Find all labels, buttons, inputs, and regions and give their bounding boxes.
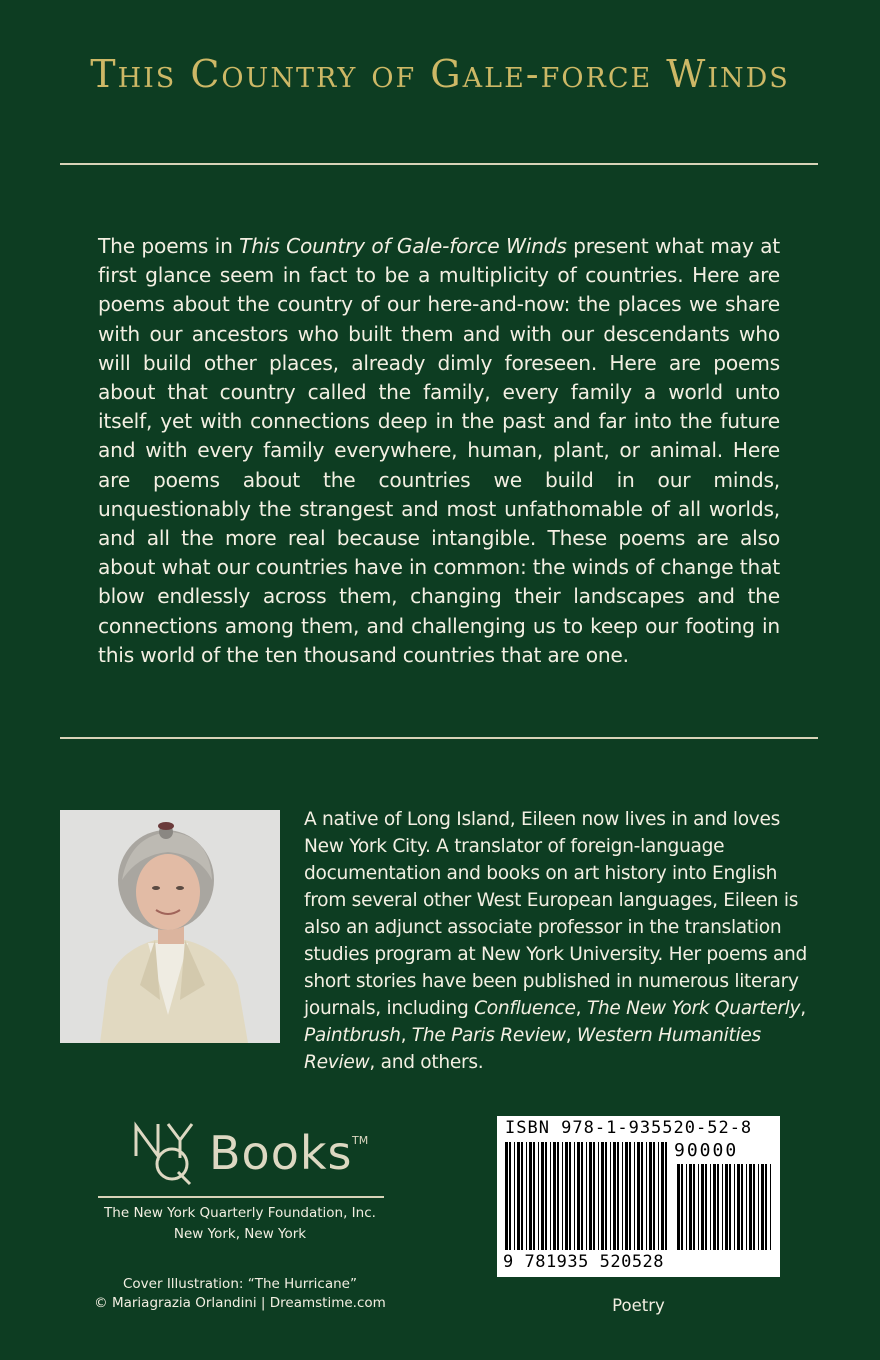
author-photo	[60, 810, 280, 1043]
barcode-bar	[653, 1142, 655, 1250]
barcode-bar	[565, 1142, 568, 1250]
barcode-bar	[526, 1142, 527, 1250]
barcode-bar	[529, 1142, 532, 1250]
barcode-bar	[665, 1142, 667, 1250]
book-description	[98, 232, 780, 670]
barcode-bar	[521, 1142, 523, 1250]
barcode-bar	[770, 1164, 771, 1250]
trademark-symbol: TM	[352, 1134, 369, 1147]
middle-divider	[60, 737, 818, 739]
barcode-bar	[634, 1142, 635, 1250]
barcode-bar	[749, 1164, 752, 1250]
barcode-bar	[538, 1142, 539, 1250]
barcode-bar	[545, 1142, 547, 1250]
barcode-bar	[658, 1142, 659, 1250]
author-bio	[304, 806, 816, 1076]
barcode-bar	[637, 1142, 640, 1250]
logo-books-word: Books	[209, 1126, 353, 1180]
barcode-bar	[577, 1142, 580, 1250]
barcode-bar	[649, 1142, 652, 1250]
separator: ,	[800, 998, 806, 1019]
barcode-bar	[753, 1164, 755, 1250]
cover-credit	[0, 1275, 480, 1313]
barcode-bar	[646, 1142, 647, 1250]
barcode-bar	[761, 1164, 764, 1250]
barcode-bar	[701, 1164, 704, 1250]
barcode-bar	[713, 1164, 716, 1250]
bio-ending: , and others.	[369, 1052, 484, 1073]
cover-illustration-line: Cover Illustration: “The Hurricane”	[123, 1276, 357, 1292]
barcode-bar	[509, 1142, 511, 1250]
price-addon-number: 90000	[674, 1140, 739, 1161]
barcode-bar	[629, 1142, 631, 1250]
isbn-barcode	[497, 1116, 780, 1277]
barcode-bar	[610, 1142, 611, 1250]
barcode-bar	[729, 1164, 731, 1250]
book-title: This Country of Gale-force Winds	[90, 52, 790, 96]
barcode-bar	[617, 1142, 619, 1250]
barcode-bar	[550, 1142, 551, 1250]
barcode-bar	[514, 1142, 515, 1250]
separator: ,	[400, 1025, 412, 1046]
barcode-bar	[625, 1142, 628, 1250]
barcode-bar	[601, 1142, 604, 1250]
barcode-bar	[533, 1142, 535, 1250]
barcode-bar	[641, 1142, 643, 1250]
description-title-italic: This Country of Gale-force Winds	[239, 234, 567, 258]
journal-title: Confluence	[474, 998, 576, 1019]
journal-title: The Paris Review	[411, 1025, 566, 1046]
barcode-bar	[705, 1164, 707, 1250]
copyright-line: © Mariagrazia Orlandini | Dreamstime.com	[94, 1295, 386, 1311]
barcode-bar	[661, 1142, 664, 1250]
barcode-bar	[765, 1164, 767, 1250]
barcode-bar	[710, 1164, 711, 1250]
barcode-bar	[717, 1164, 719, 1250]
journal-title: Paintbrush	[304, 1025, 401, 1046]
separator: ,	[575, 998, 587, 1019]
barcode-bar	[722, 1164, 723, 1250]
barcode-bar	[574, 1142, 575, 1250]
barcode-bar	[741, 1164, 743, 1250]
barcode-bar	[686, 1164, 687, 1250]
journal-title: The New York Quarterly	[586, 998, 801, 1019]
description-body: present what may at first glance seem in fact to be a multiplicity of countries. Here are poems about the country of our here-and-now: the places we share with our ancestors who built them and with our descendants who will build other places, already dimly foreseen. Here are poems about that country called the family, every family a world unto itself, yet with connections deep in the past and far into the future and with every family everywhere, human, plant, or animal. Here are poems about the countries we build in our minds, unquestionably the strangest and most unfathomable of all worlds, and all the more real because intangible. These poems are also about what our countries have in common: the winds of change that blow endlessly across them, changing their landscapes and the connections among them, and challenging us to keep our footing in this world of the ten thousand countries that are one.	[98, 234, 780, 667]
barcode-bar	[505, 1142, 508, 1250]
barcode-bar	[689, 1164, 692, 1250]
barcode-bar	[746, 1164, 747, 1250]
publisher-city: New York, New York	[173, 1226, 307, 1242]
barcode-bar	[677, 1164, 680, 1250]
barcode-bar	[613, 1142, 616, 1250]
barcode-bar	[593, 1142, 595, 1250]
barcode-bar	[569, 1142, 571, 1250]
separator: ,	[565, 1025, 577, 1046]
journal-title: Western Humanities Review	[304, 1025, 761, 1073]
bio-text: A native of Long Island, Eileen now lives in and loves New York City. A translator of foreign-language documentation and books on art history into English from several other West European languages, Eileen is also an adjunct associate professor in the translation studies program at New York University. Her poems and short stories have been published in numerous literary journals, including	[304, 809, 808, 1019]
barcode-bar	[734, 1164, 735, 1250]
ean-number: 9 781935 520528	[503, 1252, 665, 1272]
top-divider	[60, 163, 818, 165]
barcode-bar	[737, 1164, 740, 1250]
isbn-label: ISBN 978-1-935520-52-8	[505, 1118, 753, 1138]
barcode-bar	[622, 1142, 623, 1250]
genre-label: Poetry	[612, 1296, 665, 1315]
barcode-bar	[693, 1164, 695, 1250]
barcode-bar	[557, 1142, 559, 1250]
barcode-bar	[758, 1164, 759, 1250]
publisher-name: The New York Quarterly Foundation, Inc.	[104, 1205, 376, 1221]
barcode-bar	[541, 1142, 544, 1250]
barcode-bar	[605, 1142, 607, 1250]
logo-underline	[98, 1196, 384, 1198]
barcode-bar	[586, 1142, 587, 1250]
barcode-bar	[589, 1142, 592, 1250]
barcode-bar	[681, 1164, 683, 1250]
barcode-bar	[698, 1164, 699, 1250]
description-intro: The poems in	[98, 234, 240, 258]
barcode-bar	[553, 1142, 556, 1250]
author-portrait-illustration	[60, 810, 280, 1043]
barcode-bar	[517, 1142, 520, 1250]
barcode-bar	[581, 1142, 583, 1250]
nyq-monogram-icon	[128, 1118, 208, 1188]
barcode-bar	[598, 1142, 599, 1250]
barcode-bar	[725, 1164, 728, 1250]
barcode-bar	[562, 1142, 563, 1250]
